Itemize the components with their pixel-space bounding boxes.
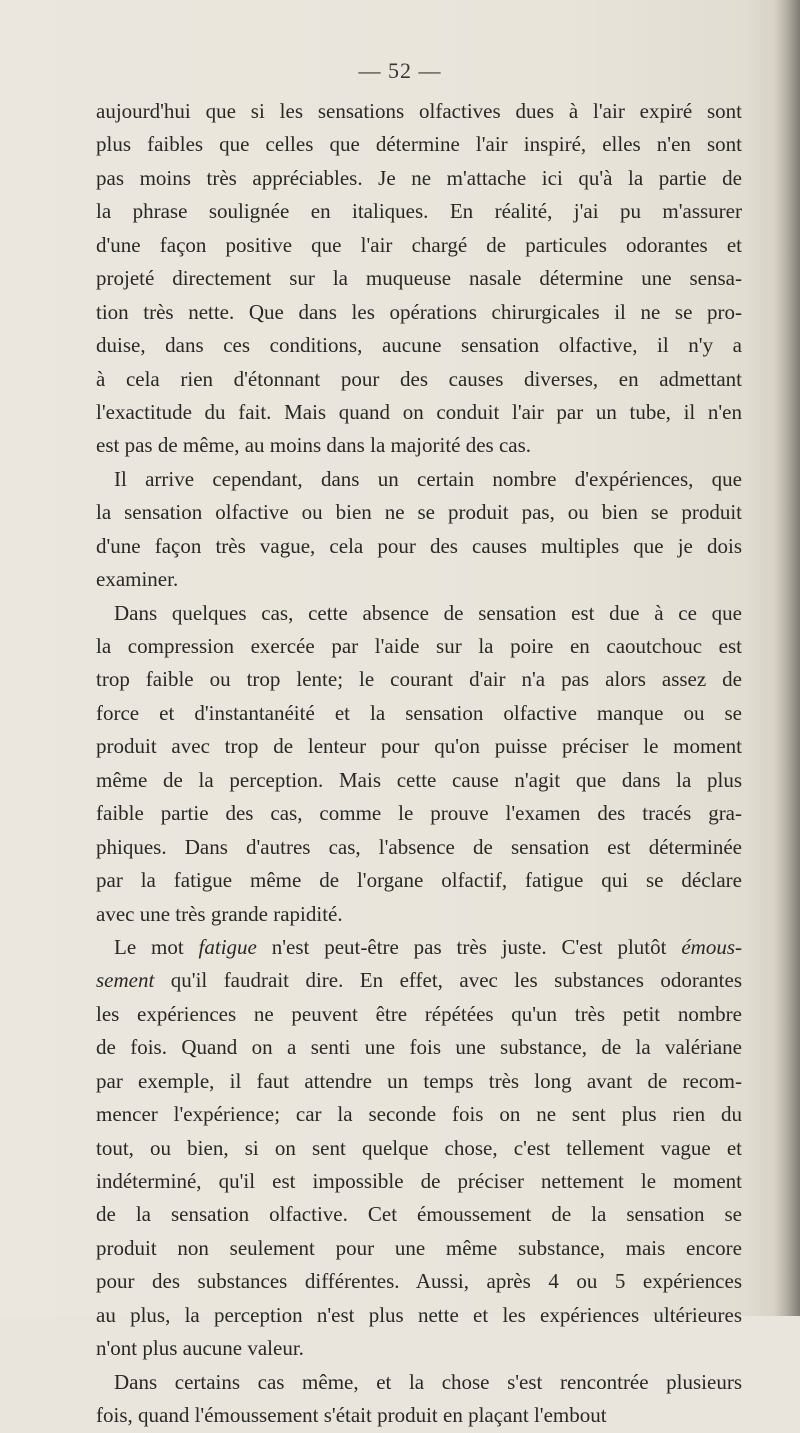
text-line: force et d'instantanéité et la sensation olfactive manque ou se <box>96 700 742 725</box>
text-line: Dans certains cas même, et la chose s'est rencontrée plusieurs <box>114 1369 742 1394</box>
text-line: la sensation olfactive ou bien ne se produit pas, ou bien se produit <box>96 500 742 525</box>
text-line: la compression exercée par l'aide sur la poire en caoutchouc est <box>96 634 742 658</box>
text-line: Il arrive cependant, dans un certain nombre d'expériences, que <box>114 466 742 491</box>
text-line: est pas de même, au moins dans la majorité des cas. <box>96 433 532 458</box>
text-line: tion très nette. Que dans les opérations chirurgicales il ne se pro- <box>96 299 742 324</box>
text-line: mencer l'expérience; car la seconde fois on ne sent plus rien du <box>96 1102 742 1127</box>
text-line: par exemple, il faut attendre un temps très long avant de recom- <box>96 1068 742 1093</box>
text-line: Le mot fatigue n'est peut-être pas très juste. C'est plutôt émous- <box>114 934 742 959</box>
text-line: aujourd'hui que si les sensations olfactives dues à l'air expiré sont <box>96 99 742 123</box>
page-number: — 52 — <box>358 58 442 83</box>
text-line: faible partie des cas, comme le prouve l'examen des tracés gra- <box>96 801 742 826</box>
page-edge-shadow <box>774 0 800 1316</box>
text-line: avec une très grande rapidité. <box>96 901 343 926</box>
text-line: pas moins très appréciables. Je ne m'attache ici qu'à la partie de <box>96 165 742 190</box>
text-line: la phrase soulignée en italiques. En réalité, j'ai pu m'assurer <box>96 199 742 224</box>
text-line: trop faible ou trop lente; le courant d'air n'a pas alors assez de <box>96 667 742 692</box>
text-line: sement qu'il faudrait dire. En effet, avec les substances odorantes <box>96 968 742 993</box>
body-text <box>96 95 742 1433</box>
text-line: par la fatigue même de l'organe olfactif, fatigue qui se déclare <box>96 868 742 893</box>
text-line: les expériences ne peuvent être répétées qu'un très petit nombre <box>96 1001 742 1026</box>
text-line: plus faibles que celles que détermine l'air inspiré, elles n'en sont <box>96 132 742 157</box>
text-line: pour des substances différentes. Aussi, après 4 ou 5 expériences <box>96 1269 742 1294</box>
text-line: produit avec trop de lenteur pour qu'on puisse préciser le moment <box>96 734 742 759</box>
text-line: de la sensation olfactive. Cet émoussement de la sensation se <box>96 1202 742 1227</box>
text-line: indéterminé, qu'il est impossible de préciser nettement le moment <box>96 1169 742 1193</box>
text-line: n'ont plus aucune valeur. <box>96 1336 304 1361</box>
text-line: duise, dans ces conditions, aucune sensation olfactive, il n'y a <box>96 333 742 358</box>
text-line: phiques. Dans d'autres cas, l'absence de sensation est déterminée <box>96 834 742 859</box>
text-line: d'une façon très vague, cela pour des causes multiples que je dois <box>96 533 742 558</box>
text-line: à cela rien d'étonnant pour des causes diverses, en admettant <box>96 366 742 391</box>
text-line: produit non seulement pour une même substance, mais encore <box>96 1235 742 1260</box>
text-line: tout, ou bien, si on sent quelque chose, c'est tellement vague et <box>96 1135 742 1160</box>
text-line: d'une façon positive que l'air chargé de particules odorantes et <box>96 232 742 257</box>
text-line: examiner. <box>96 567 179 592</box>
text-line: Dans quelques cas, cette absence de sensation est due à ce que <box>114 600 742 625</box>
text-line: projeté directement sur la muqueuse nasale détermine une sensa- <box>96 266 742 291</box>
text-line: de fois. Quand on a senti une fois une substance, de la valériane <box>96 1035 742 1060</box>
text-line: fois, quand l'émoussement s'était produit en plaçant l'embout <box>96 1403 607 1428</box>
text-line: l'exactitude du fait. Mais quand on conduit l'air par un tube, il n'en <box>96 399 742 424</box>
text-line: même de la perception. Mais cette cause n'agit que dans la plus <box>96 767 742 792</box>
text-line: au plus, la perception n'est plus nette et les expériences ultérieures <box>96 1302 742 1327</box>
